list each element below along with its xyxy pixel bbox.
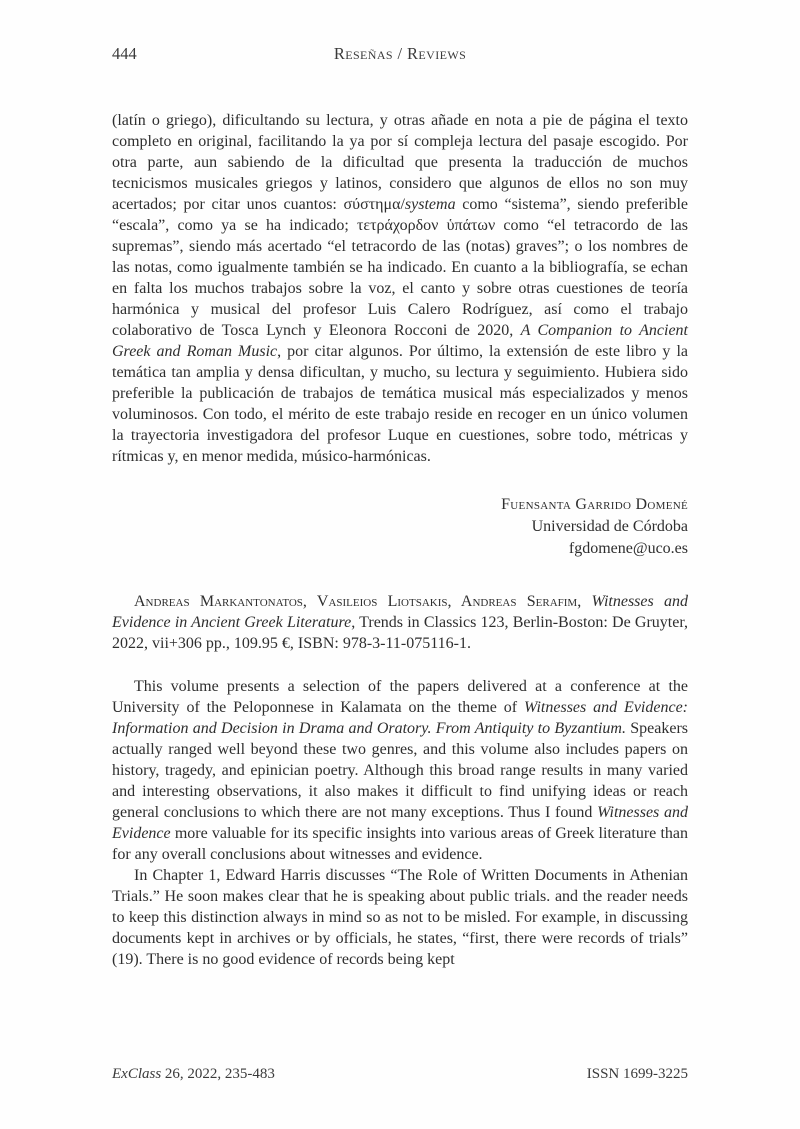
running-title: Reseñas / Reviews <box>333 44 467 63</box>
book-citation: Andreas Markantonatos, Vasileios Liotsakis, Andreas Serafim, Witnesses and Evidence in Ancient Greek Literature, Trends in Classics 123, Berlin-Boston: De Gruyter, 2022, vii+306 pp., 109.95 €, ISBN: 978-3-11-075116-1. <box>112 593 689 652</box>
issn: ISSN 1699-3225 <box>586 1066 688 1082</box>
signature-block <box>112 494 688 560</box>
previous-review-paragraph: (latín o griego), dificultando su lectura, y otras añade en nota a pie de página el texto completo en original, facilitando la ya por sí compleja lectura del pasaje escogido. Por otra parte, aun sabiendo de la dificultad que presenta la traducción de muchos tecnicismos musicales griegos y latinos, considero que algunos de ellos no son muy acertados; por citar unos cuantos: σύστημα/systema como “sistema”, siendo preferible “escala”, como ya se ha indicado; τετράχορδον ὑπάτων como “el tetracordo de las supremas”, siendo más acertado “el tetracordo de las (notas) graves”; o los nombres de las notas, como igualmente también se ha indicado. En cuanto a la bibliografía, se echan en falta los muchos trabajos sobre la voz, el canto y sobre otras cuestiones de teoría harmónica y musical del profesor Luis Calero Rodríguez, así como el trabajo colaborativo de Tosca Lynch y Eleonora Rocconi de 2020, A Companion to Ancient Greek and Roman Music, por citar algunos. Por último, la extensión de este libro y la temática tan amplia y densa dificultan, y mucho, su lectura y seguimiento. Hubiera sido preferible la publicación de trabajos de temática musical más especializados y menos voluminosos. Con todo, el mérito de este trabajo reside en recoger en un único volumen la trayectoria investigadora del profesor Luque en cuestiones, sobre todo, métricas y rítmicas y, en menor medida, músico-harmónicas. <box>112 112 688 465</box>
page-content <box>112 110 688 970</box>
reviewer-email: fgdomene@uco.es <box>568 540 688 557</box>
review-paragraph-2: In Chapter 1, Edward Harris discusses “The Role of Written Documents in Athenian Trials.” He soon makes clear that he is speaking about public trials. and the reader needs to keep this distinction always in mind so as not to be misled. For example, in discussing documents kept in archives or by officials, he states, “first, there were records of trials” (19). There is no good evidence of records being kept <box>112 867 688 968</box>
page-header <box>112 44 688 66</box>
reviewer-affiliation: Universidad de Córdoba <box>531 518 688 535</box>
review-paragraph-1: This volume presents a selection of the papers delivered at a conference at the University of the Peloponnese in Kalamata on the theme of Witnesses and Evidence: Information and Decision in Drama and Oratory. From Antiquity to Byzantium. Speakers actually ranged well beyond these two genres, and this volume also includes papers on history, tragedy, and epinician poetry. Although this broad range results in many varied and interesting observations, it also makes it difficult to find unifying ideas or reach general conclusions to which there are not many exceptions. Thus I found Witnesses and Evidence more valuable for its specific insights into various areas of Greek literature than for any overall conclusions about witnesses and evidence. <box>112 678 689 863</box>
reviewer-name: Fuensanta Garrido Domené <box>501 496 688 513</box>
journal-reference: ExClass 26, 2022, 235-483 <box>112 1066 275 1082</box>
page-footer <box>112 1066 688 1083</box>
page-number: 444 <box>112 44 137 63</box>
